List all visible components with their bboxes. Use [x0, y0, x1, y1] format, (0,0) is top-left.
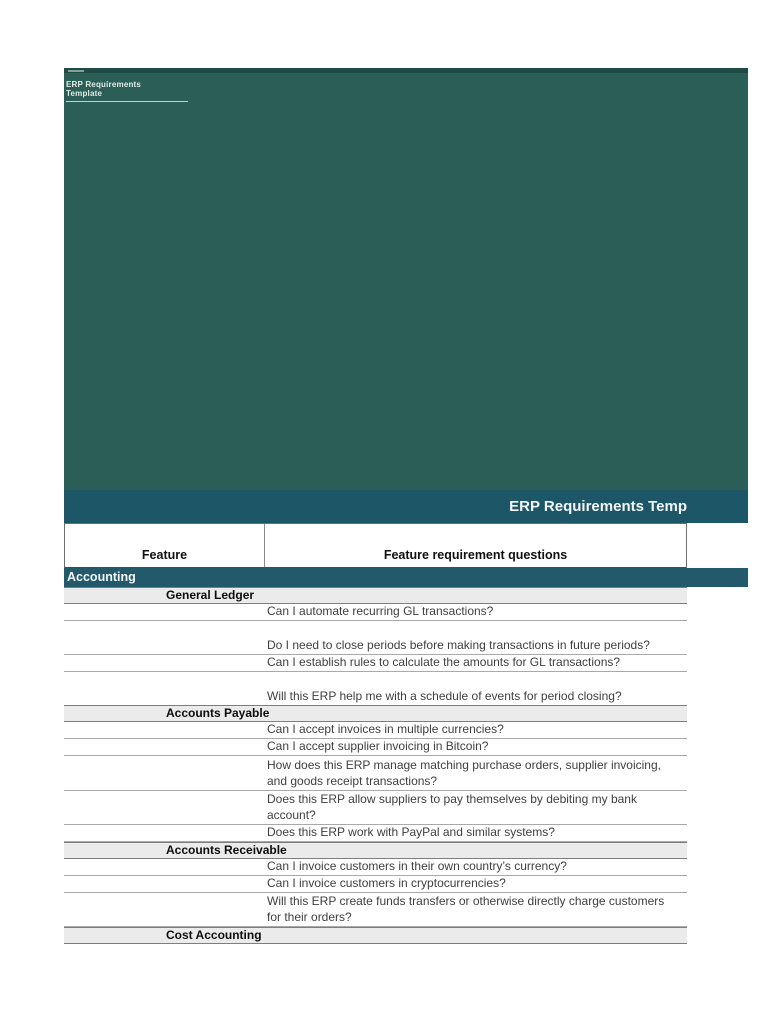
question-row	[64, 825, 687, 842]
column-header-feature: Feature	[65, 524, 265, 567]
cover-title-line1: ERP Requirements	[66, 80, 142, 89]
column-header-questions: Feature requirement questions	[383, 548, 568, 562]
question-text: Will this ERP help me with a schedule of events for period closing?	[267, 689, 622, 703]
question-text: Can I invoice customers in cryptocurrencies?	[267, 876, 506, 890]
banner-title: ERP Requirements Temp	[509, 498, 687, 515]
question-row	[64, 655, 687, 672]
question-text: Can I establish rules to calculate the amounts for GL transactions?	[267, 655, 621, 669]
question-text: How does this ERP manage matching purchase orders, supplier invoicing, and goods receipt transactions?	[267, 758, 661, 788]
question-row	[64, 604, 687, 621]
section-row-accounts-receivable: Accounts Receivable	[64, 842, 687, 859]
cover-title	[66, 80, 206, 102]
question-row	[64, 621, 687, 655]
cover-title-line2: Template	[66, 89, 103, 98]
cover-top-strip	[64, 68, 748, 73]
question-row	[64, 756, 687, 791]
question-text: Do I need to close periods before making transactions in future periods?	[267, 638, 650, 652]
question-text: Can I accept invoices in multiple currencies?	[267, 722, 504, 736]
question-row	[64, 876, 687, 893]
requirements-table	[64, 523, 748, 944]
question-text: Can I accept supplier invoicing in Bitcoin?	[267, 739, 489, 753]
question-row	[64, 739, 687, 756]
question-text: Will this ERP create funds transfers or otherwise directly charge customers for their orders?	[267, 894, 665, 924]
question-row	[64, 859, 687, 876]
section-row-general-ledger: General Ledger	[64, 587, 687, 604]
section-row-accounts-payable: Accounts Payable	[64, 705, 687, 722]
cover-title-underline	[66, 101, 188, 102]
question-row	[64, 722, 687, 739]
title-banner	[64, 490, 748, 523]
question-text: Does this ERP allow suppliers to pay themselves by debiting my bank account?	[267, 792, 637, 822]
group-header-accounting: Accounting	[64, 568, 748, 587]
question-row	[64, 672, 687, 705]
logo-mark-icon	[68, 70, 84, 72]
cover-block	[64, 68, 748, 523]
question-row	[64, 791, 687, 825]
table-header-row	[64, 523, 687, 568]
question-text: Can I automate recurring GL transactions?	[267, 604, 494, 618]
question-text: Does this ERP work with PayPal and similar systems?	[267, 825, 555, 839]
question-text: Can I invoice customers in their own country’s currency?	[267, 859, 567, 873]
question-row	[64, 893, 687, 927]
section-row-cost-accounting: Cost Accounting	[64, 927, 687, 944]
